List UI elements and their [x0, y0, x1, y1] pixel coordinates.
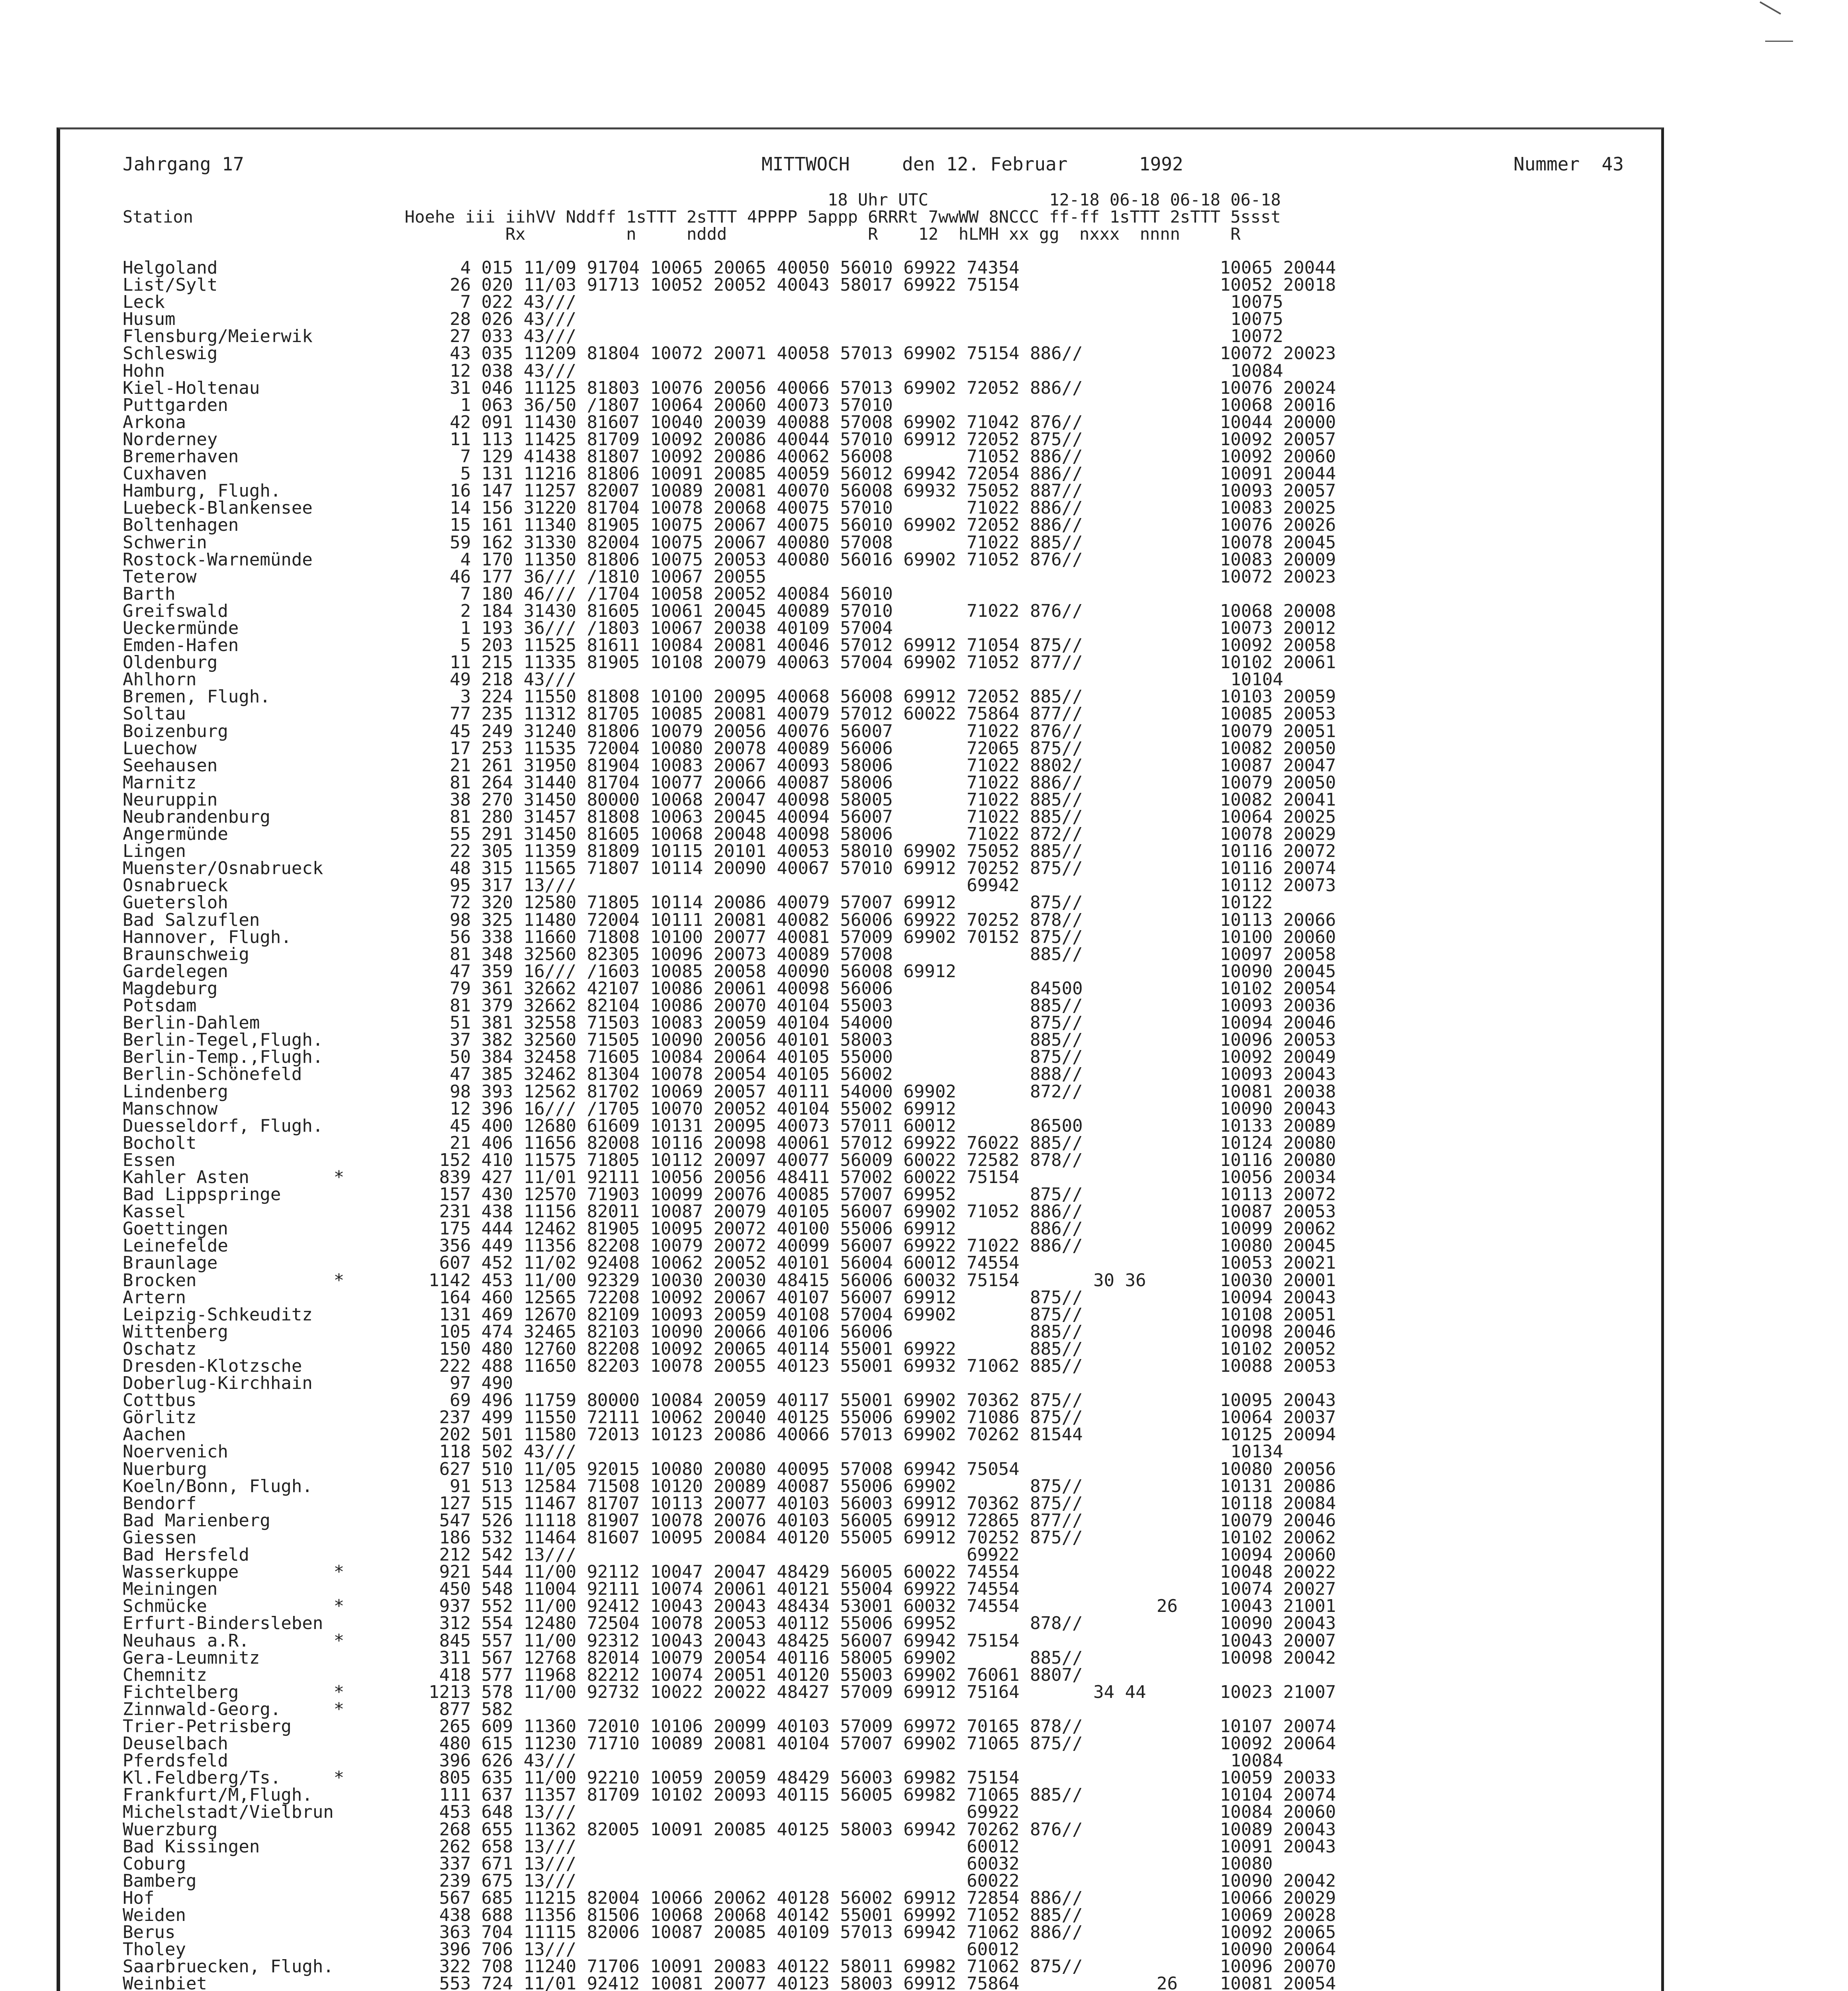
table-row: Kassel 231 438 11156 82011 10087 20079 40105 56007 69902 71052 886// 10087 20053 — [123, 1201, 1336, 1222]
table-row: Brocken * 1142 453 11/00 92329 10030 20030 48415 56006 60032 75154 30 36 10030 20001 — [123, 1270, 1336, 1291]
table-row: Gera-Leumnitz 311 567 12768 82014 10079 20054 40116 58005 69902 885// 10098 20042 — [123, 1647, 1336, 1668]
table-row: Weinbiet 553 724 11/01 92412 10081 20077 40123 58003 69912 75864 26 10081 20054 — [123, 1973, 1336, 1991]
table-row: Emden-Hafen 5 203 11525 81611 10084 20081 40046 57012 69912 71054 875// 10092 20058 — [123, 635, 1336, 656]
table-row: Kl.Feldberg/Ts. * 805 635 11/00 92210 10059 20059 48429 56003 69982 75154 10059 20033 — [123, 1768, 1336, 1788]
table-row: Luebeck-Blankensee 14 156 31220 81704 10078 20068 40075 57010 71022 886// 10083 20025 — [123, 498, 1336, 518]
table-row: Arkona 42 091 11430 81607 10040 20039 40088 57008 69902 71042 876// 10044 20000 — [123, 412, 1336, 432]
table-row: Berlin-Temp.,Flugh. 50 384 32458 71605 10084 20064 40105 55000 875// 10092 20049 — [123, 1047, 1336, 1068]
table-row: Noervenich 118 502 43/// 10134 — [123, 1441, 1283, 1462]
table-row: Schwerin 59 162 31330 82004 10075 20067 40080 57008 71022 885// 10078 20045 — [123, 532, 1336, 553]
table-row: Luechow 17 253 11535 72004 10080 20078 40089 56006 72065 875// 10082 20050 — [123, 738, 1336, 759]
jahrgang-label: Jahrgang 17 — [123, 153, 244, 175]
table-row: Michelstadt/Vielbrun 453 648 13/// 69922 10084 20060 — [123, 1802, 1336, 1823]
column-header-line-2: Station Hoehe iii iihVV Nddff 1sTTT 2sTTT 4PPPP 5appp 6RRRt 7wwWW 8NCCC ff-ff 1sTTT 2sTTT 5ssst — [123, 207, 1281, 227]
table-row: Bremerhaven 7 129 41438 81807 10092 20086 40062 56008 71052 886// 10092 20060 — [123, 446, 1336, 467]
table-row: Berus 363 704 11115 82006 10087 20085 40109 57013 69942 71062 886// 10092 20065 — [123, 1922, 1336, 1943]
table-row: Gardelegen 47 359 16/// /1603 10085 20058 40090 56008 69912 10090 20045 — [123, 961, 1336, 982]
table-row: Pferdsfeld 396 626 43/// 10084 — [123, 1750, 1283, 1771]
table-row: Görlitz 237 499 11550 72111 10062 20040 40125 55006 69902 71086 875// 10064 20037 — [123, 1407, 1336, 1428]
table-row: Wuerzburg 268 655 11362 82005 10091 20085 40125 58003 69942 70262 876// 10089 20043 — [123, 1819, 1336, 1840]
table-row: Duesseldorf, Flugh. 45 400 12680 61609 10131 20095 40073 57011 60012 86500 10133 20089 — [123, 1115, 1336, 1136]
table-row: Kahler Asten * 839 427 11/01 92111 10056 20056 48411 57002 60022 75154 10056 20034 — [123, 1167, 1336, 1187]
table-row: Goettingen 175 444 12462 81905 10095 20072 40100 55006 69912 886// 10099 20062 — [123, 1218, 1336, 1239]
table-row: Erfurt-Bindersleben 312 554 12480 72504 10078 20053 40112 55006 69952 878// 10090 20043 — [123, 1613, 1336, 1634]
table-row: Teterow 46 177 36/// /1810 10067 20055 10072 20023 — [123, 566, 1336, 587]
table-row: Norderney 11 113 11425 81709 10092 20086 40044 57010 69912 72052 875// 10092 20057 — [123, 429, 1336, 450]
table-row: Bad Hersfeld 212 542 13/// 69922 10094 20060 — [123, 1545, 1336, 1565]
table-row: Giessen 186 532 11464 81607 10095 20084 40120 55005 69912 70252 875// 10102 20062 — [123, 1527, 1336, 1548]
column-header-line-1: 18 Uhr UTC 12-18 06-18 06-18 06-18 — [123, 190, 1281, 209]
table-row: Manschnow 12 396 16/// /1705 10070 20052 40104 55002 69912 10090 20043 — [123, 1098, 1336, 1119]
table-row: Berlin-Dahlem 51 381 32558 71503 10083 20059 40104 54000 875// 10094 20046 — [123, 1013, 1336, 1033]
table-row: Neuruppin 38 270 31450 80000 10068 20047 40098 58005 71022 885// 10082 20041 — [123, 789, 1336, 810]
table-row: Trier-Petrisberg 265 609 11360 72010 10106 20099 40103 57009 69972 70165 878// 10107 20074 — [123, 1716, 1336, 1737]
table-row: Hof 567 685 11215 82004 10066 20062 40128 56002 69912 72854 886// 10066 20029 — [123, 1887, 1336, 1908]
table-row: Bad Lippspringe 157 430 12570 71903 10099 20076 40085 57007 69952 875// 10113 20072 — [123, 1184, 1336, 1205]
table-row: Essen 152 410 11575 71805 10112 20097 40077 56009 60022 72582 878// 10116 20080 — [123, 1150, 1336, 1170]
table-row: Neubrandenburg 81 280 31457 81808 10063 20045 40094 56007 71022 885// 10064 20025 — [123, 807, 1336, 827]
table-row: Berlin-Tegel,Flugh. 37 382 32560 71505 10090 20056 40101 58003 885// 10096 20053 — [123, 1030, 1336, 1050]
table-row: Barth 7 180 46/// /1704 10058 20052 40084 56010 — [123, 583, 893, 604]
station-table — [123, 259, 1676, 1991]
table-row: Tholey 396 706 13/// 60012 10090 20064 — [123, 1939, 1336, 1960]
table-row: Boltenhagen 15 161 11340 81905 10075 20067 40075 56010 69902 72052 886// 10076 20026 — [123, 515, 1336, 536]
table-row: Guetersloh 72 320 12580 71805 10114 20086 40079 57007 69912 875// 10122 — [123, 892, 1273, 913]
table-row: Coburg 337 671 13/// 60032 10080 — [123, 1853, 1273, 1874]
table-row: Oschatz 150 480 12760 82208 10092 20065 40114 55001 69922 885// 10102 20052 — [123, 1338, 1336, 1359]
table-row: Fichtelberg * 1213 578 11/00 92732 10022 20022 48427 57009 69912 75164 34 44 10023 21007 — [123, 1682, 1336, 1702]
corner-mark — [1760, 1, 1781, 14]
table-row: Bremen, Flugh. 3 224 11550 81808 10100 20095 40068 56008 69912 72052 885// 10103 20059 — [123, 686, 1336, 707]
table-row: Wittenberg 105 474 32465 82103 10090 20066 40106 56006 885// 10098 20046 — [123, 1321, 1336, 1342]
column-header-line-3: Rx n nddd R 12 hLMH xx gg nxxx nnnn R — [123, 224, 1241, 244]
table-row: Cottbus 69 496 11759 80000 10084 20059 40117 55001 69902 70362 875// 10095 20043 — [123, 1390, 1336, 1411]
table-row: Helgoland 4 015 11/09 91704 10065 20065 40050 56010 69922 74354 10065 20044 — [123, 258, 1336, 278]
table-row: Magdeburg 79 361 32662 42107 10086 20061 40098 56006 84500 10102 20054 — [123, 978, 1336, 999]
table-row: Husum 28 026 43/// 10075 — [123, 309, 1283, 330]
table-row: Greifswald 2 184 31430 81605 10061 20045 40089 57010 71022 876// 10068 20008 — [123, 600, 1336, 621]
table-row: Deuselbach 480 615 11230 71710 10089 20081 40104 57007 69902 71065 875// 10092 20064 — [123, 1733, 1336, 1754]
table-row: Aachen 202 501 11580 72013 10123 20086 40066 57013 69902 70262 81544 10125 20094 — [123, 1424, 1336, 1445]
year-label: 1992 — [1139, 153, 1183, 175]
table-row: Bocholt 21 406 11656 82008 10116 20098 40061 57012 69922 76022 885// 10124 20080 — [123, 1132, 1336, 1153]
table-row: Doberlug-Kirchhain 97 490 — [123, 1373, 513, 1394]
table-row: Rostock-Warnemünde 4 170 11350 81806 10075 20053 40080 56016 69902 71052 876// 10083 20009 — [123, 549, 1336, 570]
table-row: Boizenburg 45 249 31240 81806 10079 20056 40076 56007 71022 876// 10079 20051 — [123, 721, 1336, 741]
table-row: Leinefelde 356 449 11356 82208 10079 20072 40099 56007 69922 71022 886// 10080 20045 — [123, 1236, 1336, 1256]
table-row: Braunschweig 81 348 32560 82305 10096 20073 40089 57008 885// 10097 20058 — [123, 944, 1336, 964]
table-row: Angermünde 55 291 31450 81605 10068 20048 40098 58006 71022 872// 10078 20029 — [123, 824, 1336, 845]
table-row: Saarbruecken, Flugh. 322 708 11240 71706 10091 20083 40122 58011 69982 71062 875// 10096 20070 — [123, 1956, 1336, 1977]
table-row: Bad Salzuflen 98 325 11480 72004 10111 20081 40082 56006 69922 70252 878// 10113 20066 — [123, 909, 1336, 930]
table-row: Bendorf 127 515 11467 81707 10113 20077 40103 56003 69912 70362 875// 10118 20084 — [123, 1493, 1336, 1514]
nummer-label: Nummer 43 — [1513, 153, 1624, 175]
table-row: Muenster/Osnabrueck 48 315 11565 71807 10114 20090 40067 57010 69912 70252 875// 10116 20074 — [123, 858, 1336, 879]
table-row: Marnitz 81 264 31440 81704 10077 20066 40087 58006 71022 886// 10079 20050 — [123, 772, 1336, 793]
table-row: Soltau 77 235 11312 81705 10085 20081 40079 57012 60022 75864 877// 10085 20053 — [123, 704, 1336, 724]
corner-mark-small — [1765, 41, 1793, 42]
table-row: Osnabrueck 95 317 13/// 69942 10112 20073 — [123, 875, 1336, 896]
table-row: Berlin-Schönefeld 47 385 32462 81304 10078 20054 40105 56002 888// 10093 20043 — [123, 1064, 1336, 1085]
table-row: Cuxhaven 5 131 11216 81806 10091 20085 40059 56012 69942 72054 886// 10091 20044 — [123, 464, 1336, 484]
table-row: Zinnwald-Georg. * 877 582 — [123, 1699, 513, 1719]
table-row: Ahlhorn 49 218 43/// 10104 — [123, 669, 1283, 690]
table-row: Artern 164 460 12565 72208 10092 20067 40107 56007 69912 875// 10094 20043 — [123, 1287, 1336, 1308]
weekday-label: MITTWOCH — [762, 153, 850, 175]
table-row: Meiningen 450 548 11004 92111 10074 20061 40121 55004 69922 74554 10074 20027 — [123, 1579, 1336, 1600]
table-row: Dresden-Klotzsche 222 488 11650 82203 10078 20055 40123 55001 69932 71062 885// 10088 20053 — [123, 1356, 1336, 1376]
table-row: Schmücke * 937 552 11/00 92412 10043 20043 48434 53001 60032 74554 26 10043 21001 — [123, 1596, 1336, 1617]
table-row: Hamburg, Flugh. 16 147 11257 82007 10089 20081 40070 56008 69932 75052 887// 10093 20057 — [123, 481, 1336, 501]
table-row: Leck 7 022 43/// 10075 — [123, 292, 1283, 313]
table-row: Bamberg 239 675 13/// 60022 10090 20042 — [123, 1870, 1336, 1891]
table-row: Lindenberg 98 393 12562 81702 10069 20057 40111 54000 69902 872// 10081 20038 — [123, 1081, 1336, 1102]
table-row: Bad Kissingen 262 658 13/// 60012 10091 20043 — [123, 1836, 1336, 1857]
date-label: den 12. Februar — [902, 153, 1068, 175]
table-row: Ueckermünde 1 193 36/// /1803 10067 20038 40109 57004 10073 20012 — [123, 618, 1336, 638]
table-row: Lingen 22 305 11359 81809 10115 20101 40053 58010 69902 75052 885// 10116 20072 — [123, 841, 1336, 862]
table-row: Flensburg/Meierwik 27 033 43/// 10072 — [123, 326, 1283, 347]
table-row: Hohn 12 038 43/// 10084 — [123, 360, 1283, 381]
table-row: Leipzig-Schkeuditz 131 469 12670 82109 10093 20059 40108 57004 69902 875// 10108 20051 — [123, 1304, 1336, 1325]
table-row: Potsdam 81 379 32662 82104 10086 20070 40104 55003 885// 10093 20036 — [123, 996, 1336, 1016]
table-row: Oldenburg 11 215 11335 81905 10108 20079 40063 57004 69902 71052 877// 10102 20061 — [123, 652, 1336, 673]
table-row: Weiden 438 688 11356 81506 10068 20068 40142 55001 69992 71052 885// 10069 20028 — [123, 1905, 1336, 1925]
table-row: Hannover, Flugh. 56 338 11660 71808 10100 20077 40081 57009 69902 70152 875// 10100 20060 — [123, 927, 1336, 947]
table-row: Puttgarden 1 063 36/50 /1807 10064 20060 40073 57010 10068 20016 — [123, 395, 1336, 415]
table-row: Braunlage 607 452 11/02 92408 10062 20052 40101 56004 60012 74554 10053 20021 — [123, 1253, 1336, 1273]
table-row: Neuhaus a.R. * 845 557 11/00 92312 10043 20043 48425 56007 69942 75154 10043 20007 — [123, 1630, 1336, 1651]
table-row: Bad Marienberg 547 526 11118 81907 10078 20076 40103 56005 69912 72865 877// 10079 20046 — [123, 1510, 1336, 1531]
table-row: Seehausen 21 261 31950 81904 10083 20067 40093 58006 71022 8802/ 10087 20047 — [123, 755, 1336, 776]
table-row: Kiel-Holtenau 31 046 11125 81803 10076 20056 40066 57013 69902 72052 886// 10076 20024 — [123, 377, 1336, 398]
table-row: Schleswig 43 035 11209 81804 10072 20071 40058 57013 69902 75154 886// 10072 20023 — [123, 343, 1336, 364]
table-row: Nuerburg 627 510 11/05 92015 10080 20080 40095 57008 69942 75054 10080 20056 — [123, 1459, 1336, 1479]
table-row: Wasserkuppe * 921 544 11/00 92112 10047 20047 48429 56005 60022 74554 10048 20022 — [123, 1562, 1336, 1582]
table-row: Koeln/Bonn, Flugh. 91 513 12584 71508 10120 20089 40087 55006 69902 875// 10131 20086 — [123, 1476, 1336, 1496]
table-row: Frankfurt/M,Flugh. 111 637 11357 81709 10102 20093 40115 56005 69982 71065 885// 10104 20074 — [123, 1785, 1336, 1805]
table-row: List/Sylt 26 020 11/03 91713 10052 20052 40043 58017 69922 75154 10052 20018 — [123, 275, 1336, 295]
table-row: Chemnitz 418 577 11968 82212 10074 20051 40120 55003 69902 76061 8807/ — [123, 1664, 1083, 1685]
